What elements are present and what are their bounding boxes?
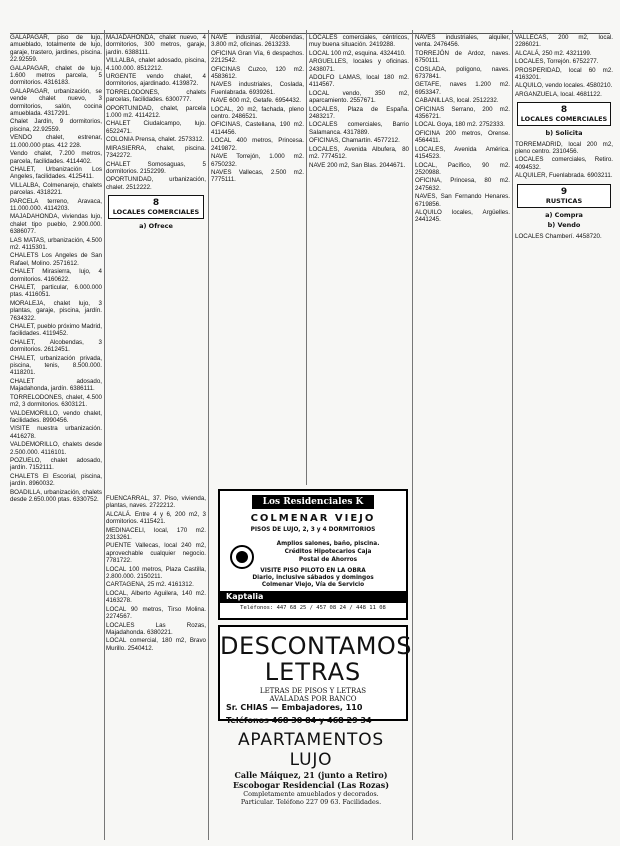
classified-ad: TORREJÓN de Ardoz, naves. 6750111.	[415, 49, 510, 65]
classified-ad: NAVE Torrejón, 1.000 m2. 6750232.	[211, 153, 304, 168]
ad-headline-2: LETRAS	[264, 658, 362, 686]
classified-ad: LOCAL, Pacífico, 90 m2. 2520988.	[415, 161, 510, 176]
classified-ad: MIRASIERRA, chalet, piscina. 7342272.	[106, 144, 206, 160]
classified-ad: VALDEMORILLO, vendo chalet, facilidades. 8990456.	[10, 409, 102, 424]
classified-ad: LOCAL 90 metros, Tirso Molina. 2274567.	[106, 605, 206, 621]
ad-line: Créditos Hipotecarios Caja	[284, 549, 372, 555]
ad-headline: APARTAMENTOS LUJO	[238, 730, 384, 770]
ad-line: Postal de Ahorros	[298, 557, 358, 563]
ad-phones: Teléfonos 468 30 84 y 468 29 34	[226, 716, 372, 725]
classified-ad: LAS MATAS, urbanización, 4.500 m2. 4115301.	[10, 236, 102, 251]
classified-ad: CHALET adosado, Majadahonda, jardín. 6386111.	[10, 377, 102, 393]
column-rule	[104, 30, 105, 840]
classified-ad: GALAPAGAR, piso de lujo, amueblado, totalmente de lujo, garaje, trastero, jardines, piscina. 22.92559.	[10, 34, 102, 64]
classified-ad: LOCALES comerciales, Barrio Salamanca. 4317889.	[309, 121, 409, 136]
classified-ad: LOCAL, Alberto Aguilera, 140 m2. 4163278.	[106, 589, 206, 605]
section-header-locales-comerciales-solicita	[517, 102, 611, 126]
section-number: 9	[560, 186, 568, 197]
classified-ad: ALQUILER, Fuenlabrada. 6903211.	[515, 172, 613, 180]
section-number: 8	[152, 198, 160, 209]
classified-ad: TORRELODONES, chalet, 4.500 m2, 3 dormitorios. 6303121.	[10, 393, 102, 409]
classifieds-column-3	[211, 34, 304, 496]
classified-ad: NAVE 600 m2, Getafe. 6954432.	[211, 97, 302, 105]
classified-ad: ALCALÁ. Entre 4 y 6, 200 m2, 3 dormitorios. 4115421.	[106, 510, 206, 526]
classified-ad: OFICINAS Serrano, 200 m2. 4356721.	[415, 105, 510, 121]
classifieds-column-5	[415, 34, 510, 834]
classified-ad: CHALET, Urbanización Los Angeles, facilidades. 4125411.	[10, 165, 102, 181]
classified-ad: VILLALBA, chalet adosado, piscina, 4.100.000. 8512212.	[106, 57, 206, 72]
section-number: 8	[560, 105, 568, 116]
ad-text: AVALADAS POR BANCO	[269, 695, 357, 703]
classified-ad: LOCALES, Torrejón. 6752277.	[515, 58, 599, 66]
classified-ad: TORREMADRID, local 200 m2, pleno centro. 2310456.	[515, 140, 613, 156]
classified-ad: VISITE nuestra urbanización. 4416278.	[10, 425, 102, 440]
classified-ad: MEDINACELI, local, 170 m2. 2313261.	[106, 526, 206, 542]
classified-ad: CARTAGENA, 25 m2. 4161312.	[106, 581, 194, 589]
classified-ad: LOCALES comerciales, céntricos, muy buena situación. 2419288.	[309, 34, 409, 49]
classified-ad: LOCALES Chamberí. 4458720.	[515, 232, 602, 240]
classifieds-column-2	[106, 34, 206, 484]
classified-ad: GETAFE, naves 1.200 m2. 6953347.	[415, 81, 510, 96]
classified-ad: LOCAL, 20 m2, fachada, pleno centro. 2486521.	[211, 105, 304, 121]
classified-ad: Vendo chalet, 7.200 metros, parcela, facilidades. 4114402.	[10, 150, 102, 165]
classified-ad: ALCALÁ, 250 m2. 4321199.	[515, 49, 592, 57]
ad-headline: DESCONTAMOS	[220, 632, 413, 660]
classified-ad: CHALETS El Escorial, piscina, jardín. 8960032.	[10, 472, 102, 488]
classifieds-column-6	[515, 34, 613, 834]
ad-line: VISITE PISO PILOTO EN LA OBRA	[260, 568, 366, 574]
ad-line: Amplios salones, baño, piscina.	[276, 541, 380, 547]
ad-line: Colmenar Viejo, Vía de Servicio	[261, 582, 365, 588]
classified-ad: OFICINA 200 metros, Orense. 4564411.	[415, 129, 510, 145]
classified-ad: LOCAL vendo, 350 m2, aparcamiento. 2557671.	[309, 89, 409, 105]
classified-ad: NAVES industriales, alquiler, venta. 2476456.	[415, 34, 510, 49]
ad-descontamos-letras	[218, 625, 413, 721]
classified-ad: VALDEMORILLO, chalets desde 2.500.000. 4116101.	[10, 441, 102, 456]
classified-ad: OFICINAS, Chamartín. 4577212.	[309, 137, 400, 145]
classifieds-column-2-lower	[106, 495, 206, 835]
classified-ad: ARGUELLES, locales y oficinas. 2438071.	[309, 58, 409, 73]
classified-ad: OPORTUNIDAD, urbanización, chalet. 2512222.	[106, 176, 206, 191]
classified-ad: CHALET Mirasierra, lujo, 4 dormitorios. 4160622.	[10, 268, 102, 283]
classified-ad: PUENTE Vallecas, local 240 m2, aprovechable cualquier negocio. 7781722.	[106, 542, 206, 565]
classified-ad: LOCAL comercial, 180 m2, Bravo Murillo. 2540412.	[106, 637, 206, 652]
classified-ad: GALAPAGAR, urbanización, se vende chalet nuevo, 3 dormitorios, salón, cocina amueblada. 4317291.	[10, 87, 102, 118]
classified-ad: LOCAL 100 m2, esquina. 4324410.	[309, 49, 406, 57]
section-subheading: b) Solicita	[545, 129, 583, 138]
ad-details: Completamente amueblados y decorados.	[243, 790, 379, 798]
classified-ad: LOCALES comerciales, Retiro. 4094532.	[515, 156, 613, 171]
classified-ad: NAVE 200 m2, San Blas. 2044671.	[309, 161, 406, 169]
section-title: LOCALES COMERCIALES	[112, 208, 200, 217]
classified-ad: CHALET Ciudalcampo, lujo. 6522471.	[106, 120, 206, 135]
classified-ad: OFICINA, Princesa, 80 m2. 2475632.	[415, 177, 510, 192]
seal-icon	[230, 545, 254, 569]
classified-ad: NAVE industrial, Alcobendas, 3.800 m2, oficinas. 2613233.	[211, 34, 304, 49]
classified-ad: URGENTE vendo chalet, 4 dormitorios, ajardinado. 4139872.	[106, 73, 206, 88]
classified-ad: LOCALES, Avenida Albufera, 80 m2. 7774512.	[309, 145, 409, 161]
section-title: RUSTICAS	[545, 196, 583, 205]
classified-ad: VALLECAS, 200 m2, local. 2286021.	[515, 34, 613, 49]
column-rule	[306, 30, 307, 485]
classifieds-column-1	[10, 34, 102, 834]
classifieds-column-4	[309, 34, 409, 496]
classified-ad: OFICINAS, Castellana, 190 m2. 4114456.	[211, 121, 304, 136]
classified-ad: CHALET Somosaguas, 5 dormitorios. 2152299.	[106, 160, 206, 175]
classified-ad: ARGANZUELA, local. 4681122.	[515, 90, 602, 98]
classified-ad: OFICINA Gran Vía, 6 despachos. 2212542.	[211, 49, 304, 65]
classified-ad: OFICINAS Cuzco, 120 m2. 4583612.	[211, 65, 304, 81]
ad-logo-bar: Kaptalia	[220, 591, 406, 603]
classified-ad: NAVES Vallecas, 2.500 m2. 7775111.	[211, 168, 304, 184]
classified-ad: CHALET, particular, 6.000.000 ptas. 4116051.	[10, 284, 102, 299]
classified-ad: LOCALES, Plaza de España. 2483217.	[309, 105, 409, 121]
classified-ad: PROSPERIDAD, local 60 m2. 4163201.	[515, 66, 613, 82]
classified-ad: LOCALES, Avenida América. 4154523.	[415, 145, 510, 161]
classified-ad: ALQUILO, vendo locales. 4580210.	[515, 82, 613, 90]
classified-ad: CHALET, Alcobendas, 3 dormitorios. 2612451.	[10, 338, 102, 354]
classified-ad: BOADILLA, urbanización, chalets desde 2.650.000 ptas. 6330752.	[10, 488, 102, 503]
classified-ad: Chalet Jardín, 9 dormitorios, piscina, 22.92559.	[10, 118, 102, 133]
ad-phone: Teléfonos: 447 68 25 / 457 08 24 / 448 11 08	[240, 605, 386, 611]
classified-ad: CABANILLAS, local. 2512232.	[415, 97, 499, 105]
section-header-locales-comerciales	[108, 195, 204, 219]
classified-ad: OPORTUNIDAD, chalet, parcela 1.000 m2. 4114212.	[106, 104, 206, 120]
section-subheading-vendo: b) Vendo	[547, 221, 581, 230]
classified-ad: LOCALES Las Rozas, Majadahonda. 6380221.	[106, 621, 206, 636]
classified-ad: TORRELODONES, chalets parcelas, facilidades. 6300777.	[106, 88, 206, 104]
classified-ad: VENDO chalet, estrenar, 11.000.000 ptas. 412 228.	[10, 134, 102, 149]
classified-ad: LOCAL 400 metros, Princesa. 2419872.	[211, 137, 304, 152]
classified-ad: PARCELA terreno, Aravaca, 11.000.000. 4114203.	[10, 197, 102, 212]
ad-line: Diario, inclusive sábados y domingos	[252, 575, 374, 581]
classified-ad: NAVES, San Fernando Henares. 6719856.	[415, 193, 510, 208]
classified-ad: MORALEJA, chalet lujo, 3 plantas, garaje, piscina, jardín. 7634322.	[10, 299, 102, 322]
classified-ad: VILLALBA, Colmenarejo, chalets parcelas. 4318221.	[10, 181, 102, 197]
classified-ad: COLONIA Prensa, chalet. 2573312.	[106, 136, 205, 144]
ad-text: LETRAS DE PISOS Y LETRAS	[259, 687, 367, 695]
ad-title: COLMENAR VIEJO	[250, 513, 376, 524]
ad-address-2: Escobogar Residencial (Las Rozas)	[232, 780, 390, 790]
classified-ad: CHALET, urbanización privada, piscina, tenis, 8.500.000. 4118201.	[10, 354, 102, 377]
ad-residenciales-colmenar	[218, 489, 408, 620]
classified-ad: LOCAL Goya, 180 m2. 2752333.	[415, 121, 505, 129]
classified-ad: POZUELO, chalet adosado, jardín. 7152111.	[10, 456, 102, 472]
column-rule	[512, 30, 513, 840]
column-rule	[208, 30, 209, 840]
column-rule	[412, 30, 413, 840]
section-header-rusticas	[517, 184, 611, 208]
classified-ad: LOCAL 100 metros, Plaza Castilla, 2.800.000. 2150211.	[106, 565, 206, 581]
classified-ad: NAVES industriales, Coslada, Fuenlabrada. 6939261.	[211, 81, 304, 96]
classified-ad: CHALET, pueblo próximo Madrid, facilidades. 4119452.	[10, 323, 102, 338]
classified-ad: FUENCARRAL, 37. Piso, vivienda, plantas, naves. 2722212.	[106, 495, 206, 510]
ad-address: Calle Máiquez, 21 (junto a Retiro)	[234, 770, 388, 780]
classified-ad: MAJADAHONDA, viviendas lujo, chalet tipo pueblo, 2.900.000. 6386077.	[10, 213, 102, 236]
ad-header: Los Residenciales K	[252, 495, 374, 509]
section-subheading: a) Compra	[545, 210, 583, 219]
ad-contact: Sr. CHIAS — Embajadores, 110	[226, 703, 363, 712]
classified-ad: GALAPAGAR, chalet de lujo, 1.600 metros parcela, 5 dormitorios. 4316183.	[10, 64, 102, 87]
ad-details-2: Particular. Teléfono 227 09 63. Facilidades.	[240, 798, 382, 806]
classified-ad: MAJADAHONDA, chalet nuevo, 4 dormitorios, 300 metros, garaje, jardín. 6388111.	[106, 34, 206, 56]
ad-line: PISOS DE LUJO, 2, 3 y 4 DORMITORIOS	[250, 527, 376, 533]
ad-apartamentos-lujo	[218, 730, 404, 830]
classified-ad: CHALETS Los Angeles de San Rafael, Molino. 2571612.	[10, 252, 102, 267]
classified-ad: ADOLFO LAMAS, local 180 m2. 4114567.	[309, 74, 409, 89]
classified-ad: COSLADA, polígono, naves. 6737841.	[415, 65, 510, 81]
classified-ad: ALQUILO locales, Argüelles. 2441245.	[415, 208, 510, 224]
section-subheading: a) Ofrece	[139, 222, 173, 231]
section-title: LOCALES COMERCIALES	[520, 115, 608, 124]
